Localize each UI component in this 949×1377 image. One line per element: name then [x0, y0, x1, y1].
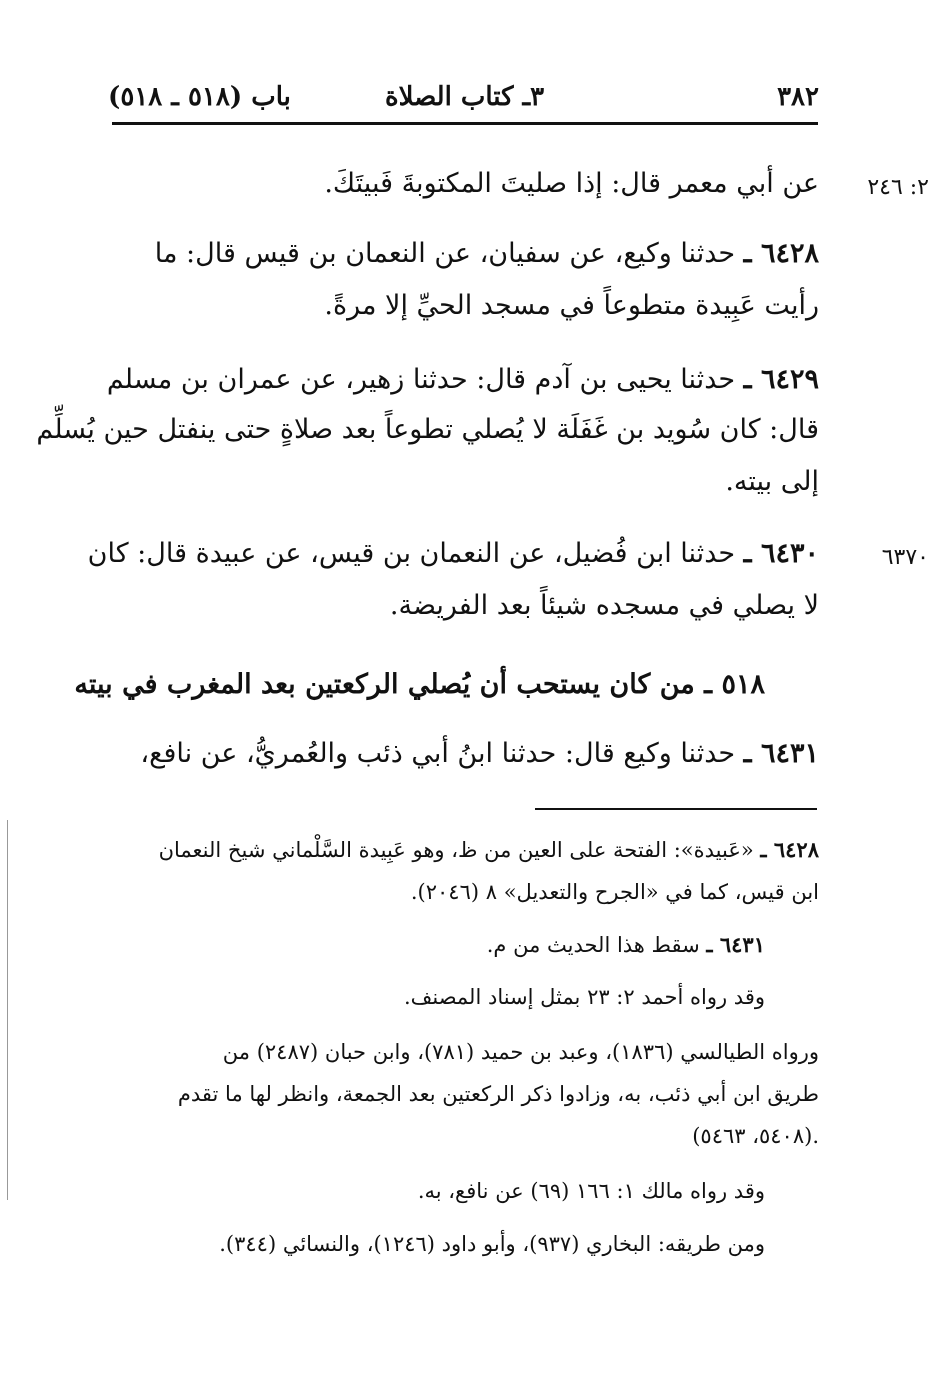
hadith-text: حدثنا وكيع قال: حدثنا ابنُ أبي ذئب والعُمريُّ، عن نافع، [140, 738, 736, 769]
page-number: ٣٨٢ [777, 82, 819, 112]
hadith-number: ٦٤٢٩ ـ [743, 364, 819, 395]
hadith-6429-line3: إلى بيته. [725, 466, 819, 497]
book-title: ٣ـ كتاب الصلاة [385, 82, 545, 112]
chapter-range: باب (٥١٨ ـ ٥١٨) [108, 82, 291, 112]
hadith-text: حدثنا يحيى بن آدم قال: حدثنا زهير، عن عمران بن مسلم [106, 364, 736, 395]
footnote-rule [535, 808, 817, 810]
hadith-6429-line2: قال: كان سُويد بن غَفَلَة لا يُصلي تطوعاً بعد صلاةٍ حتى ينفتل حين يُسلِّم [36, 414, 819, 445]
hadith-text: حدثنا وكيع، عن سفيان، عن النعمان بن قيس قال: ما [154, 238, 736, 269]
scan-edge-line [7, 820, 8, 1200]
footnote-text: سقط هذا الحديث من م. [486, 933, 700, 957]
text-line: عن أبي معمر قال: إذا صليتَ المكتوبةَ فَبيتَكَ. [324, 168, 819, 199]
footnote-line: (٥٤٠٨، ٥٤٦٣). [692, 1124, 819, 1148]
footnote-6428-line2: ابن قيس، كما في «الجرح والتعديل» ٨ (٢٠٤٦). [410, 880, 819, 904]
margin-reference: ٦٣٧٠ [881, 545, 929, 570]
footnote-text: «عَبيدة»: الفتحة على العين من ظ، وهو عَبِيدة السَّلْماني شيخ النعمان [158, 838, 754, 862]
hadith-number: ٦٤٣١ ـ [743, 738, 819, 769]
header-rule [112, 122, 818, 125]
hadith-6431-line1 [140, 740, 819, 767]
footnote-6428-line1 [159, 837, 819, 862]
footnote-number: ٦٤٣١ ـ [706, 932, 765, 957]
footnote-line: وقد رواه أحمد ٢: ٢٣ بمثل إسناد المصنف. [403, 985, 765, 1009]
chapter-heading: ٥١٨ ـ من كان يستحب أن يُصلي الركعتين بعد المغرب في بيته [74, 669, 765, 700]
margin-reference: ٢: ٢٤٦ [867, 175, 929, 200]
hadith-6428-line1 [155, 240, 819, 267]
hadith-6428-line2: رأيت عَبِيدة متطوعاً في مسجد الحيِّ إلا مرةً. [324, 290, 819, 321]
hadith-6430-line2: لا يصلي في مسجده شيئاً بعد الفريضة. [389, 590, 819, 621]
hadith-number: ٦٤٢٨ ـ [743, 238, 819, 269]
hadith-text: حدثنا ابن فُضيل، عن النعمان بن قيس، عن عبيدة قال: كان [87, 538, 736, 569]
footnote-line: طريق ابن أبي ذئب، به، وزادوا ذكر الركعتين بعد الجمعة، وانظر لها ما تقدم [177, 1082, 819, 1106]
hadith-6430-line1 [88, 540, 819, 567]
footnote-line: وقد رواه مالك ١: ١٦٦ (٦٩) عن نافع، به. [417, 1179, 765, 1203]
footnote-line: ورواه الطيالسي (١٨٣٦)، وعبد بن حميد (٧٨١)، وابن حبان (٢٤٨٧) من [222, 1040, 819, 1064]
footnote-line: ومن طريقه: البخاري (٩٣٧)، وأبو داود (١٢٤٦)، والنسائي (٣٤٤). [219, 1232, 765, 1256]
footnote-number: ٦٤٢٨ ـ [760, 837, 819, 862]
hadith-number: ٦٤٣٠ ـ [743, 538, 819, 569]
footnote-6431-line1 [487, 932, 765, 957]
hadith-6429-line1 [107, 366, 819, 393]
